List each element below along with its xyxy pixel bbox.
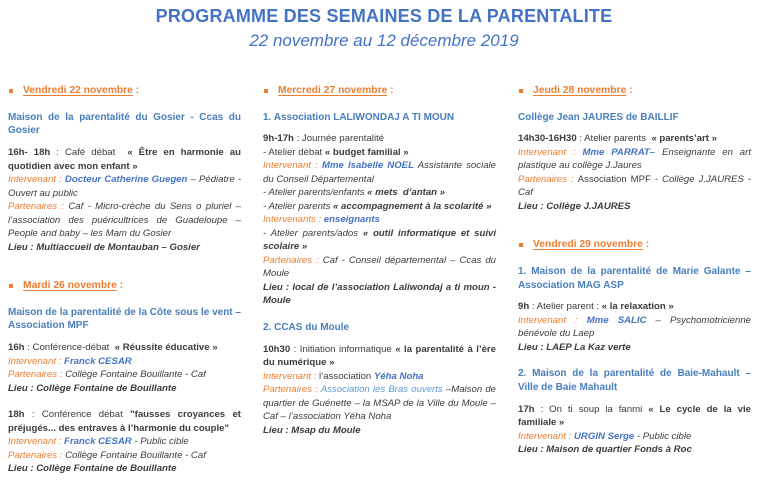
event-run: Franck CESAR <box>64 355 132 367</box>
event-run: Lieu : Collège Fontaine de Bouillante <box>8 382 177 394</box>
date-run: Vendredi 29 novembre <box>533 239 643 251</box>
event-run: Enseignante en art plastique au collège J.Jaures <box>518 146 754 172</box>
page-title: PROGRAMME DES SEMAINES DE LA PARENTALITE <box>155 6 613 26</box>
date-heading <box>8 84 241 98</box>
date-run: : <box>116 280 124 292</box>
event-run: Lieu : LAEP La Kaz verte <box>518 341 631 353</box>
event-run: Mme SALIC <box>586 314 647 326</box>
event-run: Intervenant : <box>518 430 574 442</box>
date-heading-text <box>23 84 139 98</box>
event-run: Mme Isabelle NOEL <box>321 160 414 172</box>
venue-run: 1. Association LALIWONDAJ A TI MOUN <box>263 111 455 123</box>
event-paragraph <box>518 341 751 355</box>
date-heading <box>263 84 496 98</box>
event-run: « Réussite éducative » <box>114 342 218 354</box>
event-run: : Atelier parent : <box>529 301 602 313</box>
event-paragraph <box>8 435 241 449</box>
event-run: Caf - Micro-crèche du Sens o pluriel – l’association des puéricultrices de Guadeloupe – People and baby – les Mam du Gosier <box>8 201 244 240</box>
event-paragraph <box>263 424 496 438</box>
event-run: : On ti soup la fanmi <box>534 403 649 415</box>
event-run: « accompagnement à la scolarité » <box>333 200 492 212</box>
venue-heading <box>263 111 496 125</box>
venue-run: Maison de la parentalité de la Côte sous le vent – Association MPF <box>8 306 244 332</box>
event-run: Lieu : Collège Fontaine de Bouillante <box>8 463 177 475</box>
date-run: : <box>626 85 633 96</box>
event-details <box>8 146 244 254</box>
event-run: - Atelier parents <box>263 200 334 212</box>
program-section <box>263 84 499 437</box>
bullet-square-icon <box>9 284 13 288</box>
event-run: Partenaires : <box>263 254 323 266</box>
date-heading-text <box>533 84 633 98</box>
event-paragraph <box>8 449 241 463</box>
event-paragraph <box>8 368 241 382</box>
column-3 <box>518 84 754 482</box>
event-details <box>518 132 754 213</box>
date-heading <box>518 84 751 98</box>
event-run: 17h <box>518 403 535 415</box>
document-header <box>0 0 768 52</box>
event-run: : Café débat <box>50 147 128 159</box>
event-paragraph <box>8 408 244 435</box>
event-paragraph <box>518 173 754 200</box>
venue-heading <box>263 321 496 335</box>
event-details <box>518 403 754 457</box>
venue-run: Collège Jean JAURES de BAILLIF <box>518 111 679 123</box>
event-run: Partenaires : <box>8 369 66 381</box>
date-run: : <box>642 239 650 251</box>
event-run: « budget familial » <box>324 146 409 158</box>
venue-heading <box>8 306 244 334</box>
event-paragraph <box>263 227 499 254</box>
event-run: l’association <box>319 370 374 382</box>
event-run: Intervenant : <box>518 314 587 326</box>
event-details <box>8 341 241 395</box>
event-run: Yéha Noha <box>373 370 424 382</box>
page-subtitle: 22 novembre au 12 décembre 2019 <box>249 31 519 50</box>
column-1 <box>8 84 244 501</box>
event-paragraph <box>263 383 499 424</box>
program-section <box>8 279 244 476</box>
date-heading <box>8 279 241 293</box>
event-run: – Psychomotricienne bénévole du Laep <box>518 314 754 340</box>
event-run: Collège J.JAURES - Caf <box>518 173 754 199</box>
program-section <box>518 238 754 457</box>
event-run: : Initiation informatique <box>290 343 396 355</box>
event-paragraph <box>518 132 751 146</box>
event-run: Association les Bras ouverts <box>320 384 446 396</box>
event-run: « la parentalité à l’ère du numérique » <box>263 343 499 369</box>
event-run: 16h- 18h <box>8 147 51 159</box>
date-run: Vendredi 22 novembre <box>23 85 133 96</box>
date-run: : <box>132 85 140 96</box>
event-run: Lieu : Msap du Moule <box>263 424 361 436</box>
program-section <box>8 84 244 254</box>
event-paragraph <box>8 146 244 173</box>
event-run: : Conférence débat <box>24 409 131 421</box>
event-paragraph <box>8 462 241 476</box>
event-paragraph <box>263 343 499 370</box>
date-heading-text <box>533 238 649 252</box>
bullet-square-icon <box>519 243 523 247</box>
event-run: : Journée parentalité <box>293 133 385 145</box>
event-paragraph <box>263 146 496 160</box>
event-run: - Atelier parents/enfants <box>263 187 368 199</box>
event-run: Lieu : Collège J.JAURES <box>518 200 631 212</box>
event-paragraph <box>8 241 241 255</box>
bullet-square-icon <box>519 89 523 93</box>
venue-heading <box>518 367 754 395</box>
event-run: 9h-17h <box>263 133 294 145</box>
column-2 <box>263 84 499 462</box>
event-paragraph <box>8 341 241 355</box>
venue-run: 2. Maison de la parentalité de Baie-Mahault – Ville de Baie Mahault <box>518 368 754 394</box>
event-details <box>8 408 244 476</box>
event-paragraph <box>518 443 751 457</box>
event-run: 9h <box>518 301 530 313</box>
venue-heading <box>518 111 751 125</box>
event-run: Intervenant : <box>8 436 64 448</box>
date-heading-text <box>278 84 394 98</box>
venue-run: 1. Maison de la parentalité de Marie Galante – Association MAG ASP <box>518 265 754 291</box>
event-run: "fausses croyances et préjugés... des entraves à l’harmonie du couple" <box>8 409 244 434</box>
event-run: Collège Fontaine Bouillante - Caf <box>65 369 206 381</box>
event-run: Intervenant : <box>8 355 64 367</box>
event-run: Partenaires : <box>8 201 69 213</box>
event-run: « mets d’antan » <box>367 187 446 199</box>
event-paragraph <box>8 382 241 396</box>
event-run: Intervenants : <box>263 214 324 226</box>
date-heading-text <box>23 279 123 293</box>
event-paragraph <box>518 200 751 214</box>
event-run: Intervenant : <box>518 146 583 158</box>
event-paragraph <box>518 430 751 444</box>
event-run: Collège Fontaine Bouillante - Caf <box>65 449 206 461</box>
event-run: - Public cible <box>131 436 189 448</box>
event-run: Caf - Conseil départemental – Ccas du Moule <box>263 254 499 280</box>
venue-heading <box>8 111 244 139</box>
event-run: « parents’art » <box>651 133 717 145</box>
event-paragraph <box>518 146 754 173</box>
event-run: Franck CESAR <box>64 436 132 448</box>
event-paragraph <box>8 355 241 369</box>
event-run: – Pédiatre - Ouvert au public <box>8 174 244 199</box>
event-run: - Atelier parents/ados <box>263 227 363 239</box>
event-run: Lieu : Maison de quartier Fonds à Roc <box>518 444 692 456</box>
event-details <box>263 132 499 308</box>
date-heading <box>518 238 751 252</box>
event-run: Association MPF - <box>577 173 663 185</box>
event-paragraph <box>263 281 499 308</box>
event-paragraph <box>518 300 751 314</box>
event-run: « Le cycle de la vie familiale » <box>518 403 754 429</box>
event-paragraph <box>518 314 754 341</box>
event-run: Partenaires : <box>263 384 321 396</box>
event-details <box>518 300 754 354</box>
event-run: Partenaires : <box>518 173 578 185</box>
date-run: Mardi 26 novembre <box>23 280 117 292</box>
event-paragraph <box>263 200 496 214</box>
event-paragraph <box>518 403 754 430</box>
bullet-square-icon <box>264 89 268 93</box>
event-run: : Conférence-débat <box>24 342 115 354</box>
event-paragraph <box>263 159 499 186</box>
event-run: Lieu : local de l’association Laliwondaj a ti moun - Moule <box>263 281 499 307</box>
event-run: - Public cible <box>634 430 692 442</box>
event-paragraph <box>8 173 244 200</box>
event-run: –Maison de quartier de Guénette – la MSAP de la Ville du Moule – Caf – l’association Yéha Noha <box>263 384 499 423</box>
event-run: Intervenant : <box>8 174 65 186</box>
event-paragraph <box>263 213 496 227</box>
date-run: Mercredi 27 novembre <box>278 85 388 96</box>
event-run: « Être en harmonie au quotidien avec mon enfant » <box>8 147 244 172</box>
event-run: Lieu : Multiaccueil de Montauban – Gosier <box>8 241 200 253</box>
event-run: 16h <box>8 342 25 354</box>
event-run: 10h30 <box>263 343 291 355</box>
event-run: URGIN Serge <box>574 430 635 442</box>
event-run: Mme PARRAT– <box>582 146 662 158</box>
venue-run: Maison de la parentalité du Gosier - Ccas du Gosier <box>8 111 244 137</box>
event-run: : Atelier parents <box>576 133 652 145</box>
event-run: Intervenant : <box>263 160 322 172</box>
bullet-square-icon <box>9 89 13 93</box>
event-details <box>263 343 499 438</box>
event-run: Assistante sociale du Conseil Départemental <box>263 160 499 185</box>
event-run: 14h30-16H30 <box>518 133 577 145</box>
event-paragraph <box>263 254 499 281</box>
event-run: « la relaxation » <box>601 301 674 313</box>
event-run: Docteur Catherine Guegen <box>64 174 188 186</box>
date-run: Jeudi 28 novembre <box>533 85 627 96</box>
event-run: Partenaires : <box>8 449 66 461</box>
columns <box>0 84 768 501</box>
venue-heading <box>518 265 754 293</box>
event-run: - Atelier débat <box>263 146 325 158</box>
event-paragraph <box>263 132 496 146</box>
program-section <box>518 84 754 213</box>
venue-run: 2. CCAS du Moule <box>263 321 350 333</box>
event-run: « outil informatique et suivi scolaire » <box>263 227 499 253</box>
event-paragraph <box>263 370 496 384</box>
event-paragraph <box>8 200 244 241</box>
event-run: 18h <box>8 409 25 421</box>
event-run: Intervenant : <box>263 370 319 382</box>
event-run: enseignants <box>323 214 380 226</box>
date-run: : <box>387 85 394 96</box>
event-paragraph <box>263 186 496 200</box>
